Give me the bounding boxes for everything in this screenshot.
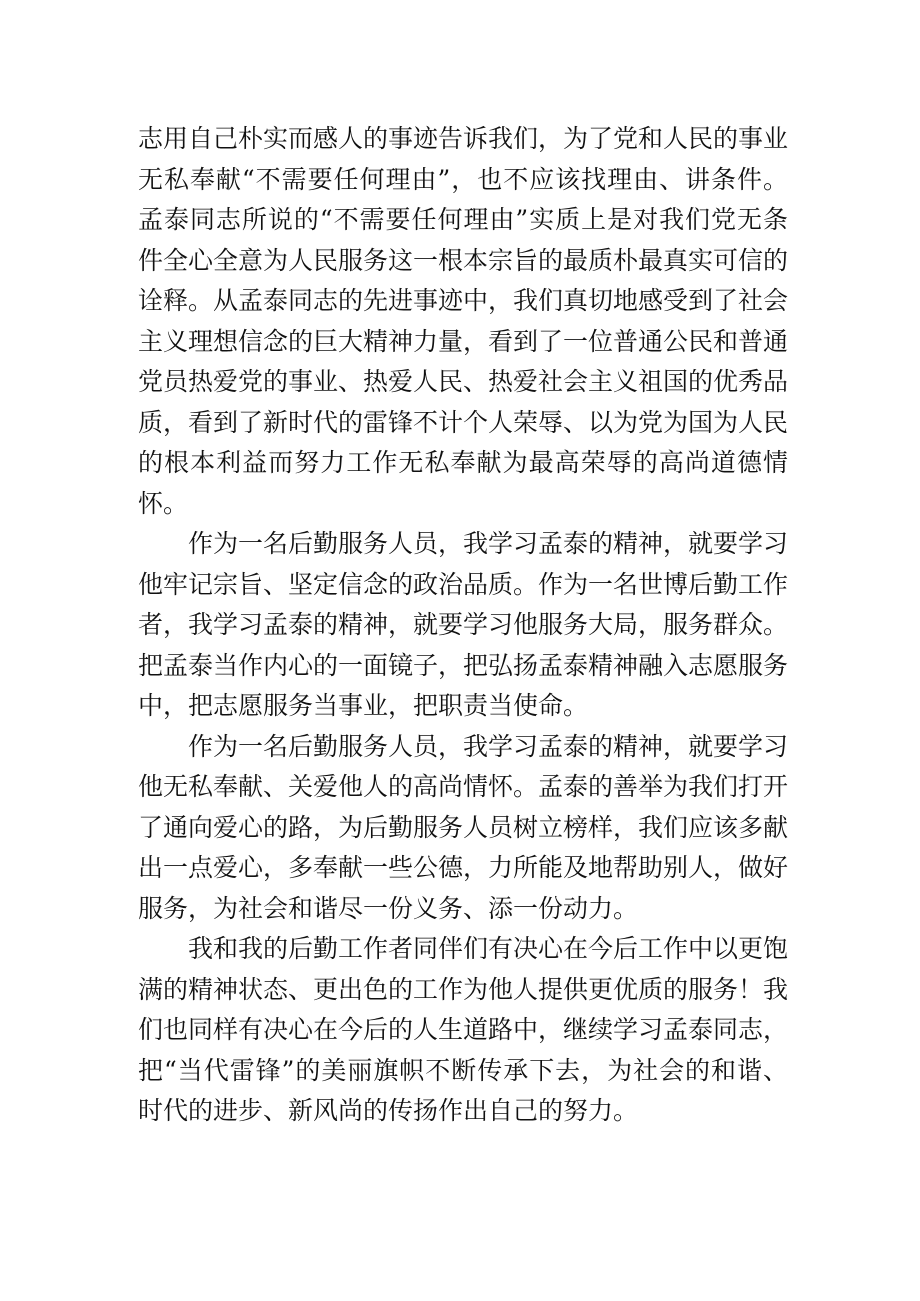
paragraph-2: 作为一名后勤服务人员，我学习孟泰的精神，就要学习他牢记宗旨、坚定信念的政治品质。作为一名世博后勤工作者，我学习孟泰的精神，就要学习他服务大局，服务群众。把孟泰当作内心的一面镜子，把弘扬孟泰精神融入志愿服务中，把志愿服务当事业，把职责当使命。 [138,529,789,720]
paragraph-3: 作为一名后勤服务人员，我学习孟泰的精神，就要学习他无私奉献、关爱他人的高尚情怀。孟泰的善举为我们打开了通向爱心的路，为后勤服务人员树立榜样，我们应该多献出一点爱心，多奉献一些公德，力所能及地帮助别人，做好服务，为社会和谐尽一份义务、添一份动力。 [138,731,789,923]
document-body [138,119,788,1132]
paragraph-4: 我和我的后勤工作者同伴们有决心在今后工作中以更饱满的精神状态、更出色的工作为他人提供更优质的服务！我们也同样有决心在今后的人生道路中，继续学习孟泰同志，把“当代雷锋”的美丽旗帜不断传承下去，为社会的和谐、时代的进步、新风尚的传扬作出自己的努力。 [138,934,789,1125]
paragraph-1: 志用自己朴实而感人的事迹告诉我们，为了党和人民的事业无私奉献“不需要任何理由”，也不应该找理由、讲条件。孟泰同志所说的“不需要任何理由”实质上是对我们党无条件全心全意为人民服务这一根本宗旨的最质朴最真实可信的诠释。从孟泰同志的先进事迹中，我们真切地感受到了社会主义理想信念的巨大精神力量，看到了一位普通公民和普通党员热爱党的事业、热爱人民、热爱社会主义祖国的优秀品质，看到了新时代的雷锋不计个人荣辱、以为党为国为人民的根本利益而努力工作无私奉献为最高荣辱的高尚道德情怀。 [138,124,789,518]
